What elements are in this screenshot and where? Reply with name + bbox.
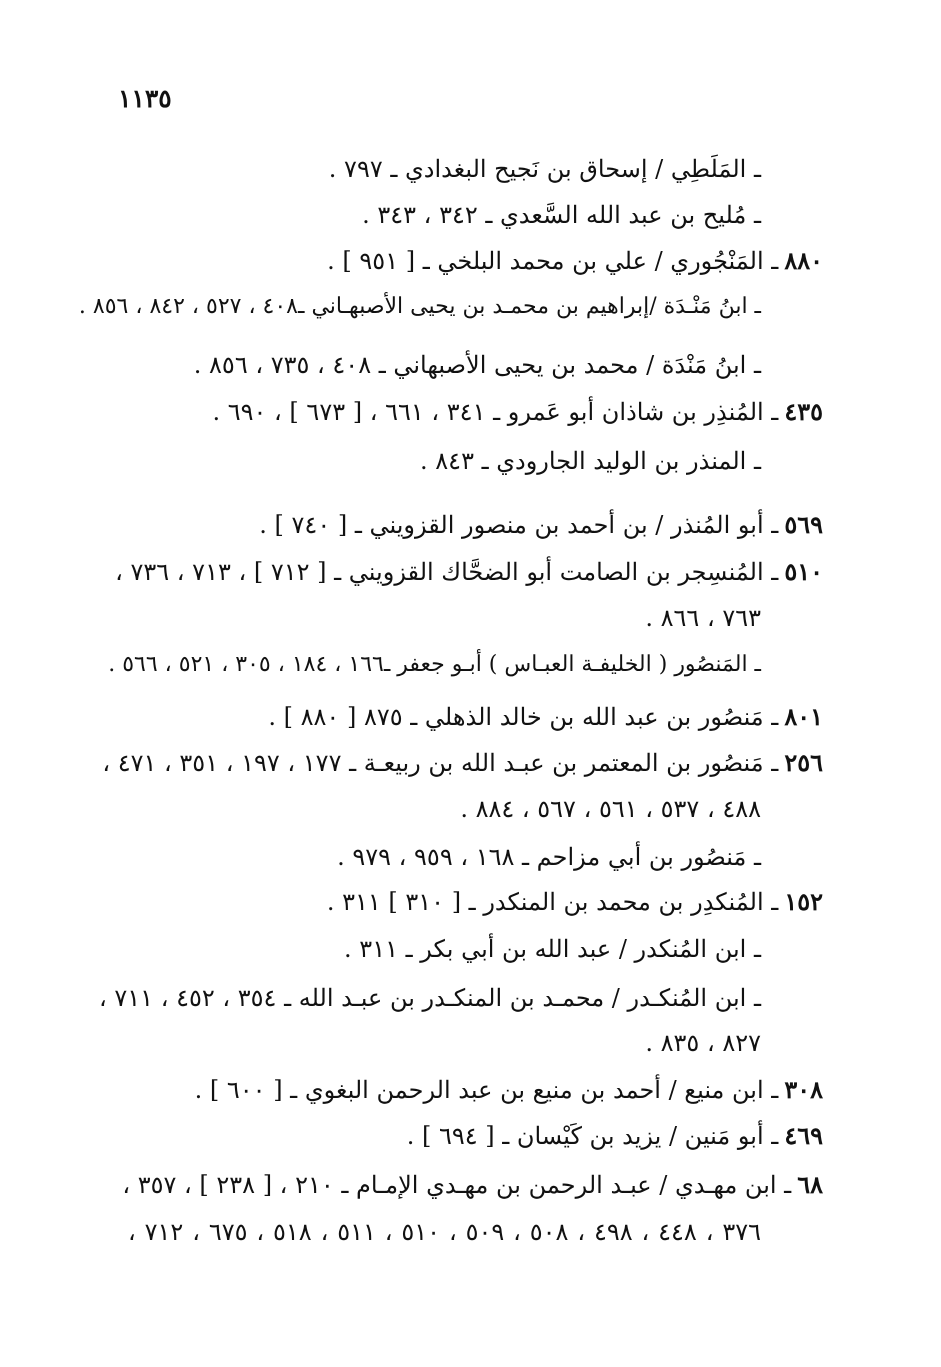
index-line: ١٥٢ـ المُنكدِر بن محمد بن المنكدر ـ [ ٣١٠ ] ٣١١ . <box>326 887 823 916</box>
index-line: ـ ابنُ مَنْدَة / محمد بن يحيى الأصبهاني ـ ٤٠٨ ، ٧٣٥ ، ٨٥٦ . <box>193 351 761 379</box>
index-line: ـ ابن المُنكـدر / محمـد بن المنكـدر بن عبـد الله ـ ٣٥٤ ، ٤٥٢ ، ٧١١ ، <box>99 984 761 1012</box>
index-line: ٢٥٦ـ مَنصُور بن المعتمر بن عبـد الله بن ربيعـة ـ ١٧٧ ، ١٩٧ ، ٣٥١ ، ٤٧١ ، <box>102 748 823 777</box>
index-line: ـ المنذر بن الوليد الجارودي ـ ٨٤٣ . <box>420 447 761 475</box>
entry-number: ٨٠١ <box>784 702 823 731</box>
entry-number: ٤٣٥ <box>784 397 823 426</box>
entry-number: ٨٨٠ <box>784 246 823 275</box>
index-line: ٣٧٦ ، ٤٤٨ ، ٤٩٨ ، ٥٠٨ ، ٥٠٩ ، ٥١٠ ، ٥١١ ، ٥١٨ ، ٦٧٥ ، ٧١٢ ، <box>128 1218 761 1246</box>
index-line: ـ المَلَطِي / إسحاق بن نَجيح البغدادي ـ ٧٩٧ . <box>328 155 761 183</box>
index-line: ـ ابنُ مَنْـدَة /إبراهيم بن محمـد بن يحيى الأصبهـاني ـ٤٠٨ ، ٥٢٧ ، ٨٤٢ ، ٨٥٦ . <box>78 294 761 319</box>
entry-number: ٦٨ <box>797 1170 823 1199</box>
entry-number: ١٥٢ <box>784 887 823 916</box>
index-line: ـ مَنصُور بن أبي مزاحم ـ ١٦٨ ، ٩٥٩ ، ٩٧٩ . <box>337 843 761 871</box>
index-line: ٨٢٧ ، ٨٣٥ . <box>645 1029 761 1057</box>
page-number: ١١٣٥ <box>118 84 172 113</box>
index-line: ٤٣٥ـ المُنذِر بن شاذان أبو عَمرو ـ ٣٤١ ، ٦٦١ ، [ ٦٧٣ ] ، ٦٩٠ . <box>212 397 823 426</box>
entry-number: ٣٠٨ <box>784 1075 823 1104</box>
index-line: ـ المَنصُور ( الخليفـة العبـاس ) أبـو جعفر ـ١٦٦ ، ١٨٤ ، ٣٠٥ ، ٥٢١ ، ٥٦٦ . <box>108 652 761 677</box>
index-line: ٨٠١ـ مَنصُور بن عبد الله بن خالد الذهلي ـ ٨٧٥ [ ٨٨٠ ] . <box>268 702 823 731</box>
index-line: ٥٦٩ـ أبو المُنذر / بن أحمد بن منصور القزويني ـ [ ٧٤٠ ] . <box>259 510 823 539</box>
index-line: ـ مُليح بن عبد الله السَّعدي ـ ٣٤٢ ، ٣٤٣ . <box>362 201 761 229</box>
index-line: ٦٨ـ ابن مهـدي / عبـد الرحمن بن مهـدي الإمـام ـ ٢١٠ ، [ ٢٣٨ ] ، ٣٥٧ ، <box>122 1170 823 1199</box>
index-line: ـ ابن المُنكدر / عبد الله بن أبي بكر ـ ٣١١ . <box>344 935 761 963</box>
index-line: ٣٠٨ـ ابن منيع / أحمد بن منيع بن عبد الرحمن البغوي ـ [ ٦٠٠ ] . <box>194 1075 823 1104</box>
index-line: ٧٦٣ ، ٨٦٦ . <box>645 604 761 632</box>
index-line: ٥١٠ـ المُنسِجر بن الصامت أبو الضحَّاك القزويني ـ [ ٧١٢ ] ، ٧١٣ ، ٧٣٦ ، <box>115 557 823 586</box>
index-line: ٨٨٠ـ المَنْجُوري / علي بن محمد البلخي ـ [ ٩٥١ ] . <box>327 246 823 275</box>
entry-number: ٢٥٦ <box>784 748 823 777</box>
index-line: ٤٦٩ـ أبو مَنين / يزيد بن كَيْسان ـ [ ٦٩٤ ] . <box>406 1121 823 1150</box>
index-line: ٤٨٨ ، ٥٣٧ ، ٥٦١ ، ٥٦٧ ، ٨٨٤ . <box>460 795 761 823</box>
entry-number: ٥١٠ <box>784 557 823 586</box>
entry-number: ٥٦٩ <box>784 510 823 539</box>
entry-number: ٤٦٩ <box>784 1121 823 1150</box>
